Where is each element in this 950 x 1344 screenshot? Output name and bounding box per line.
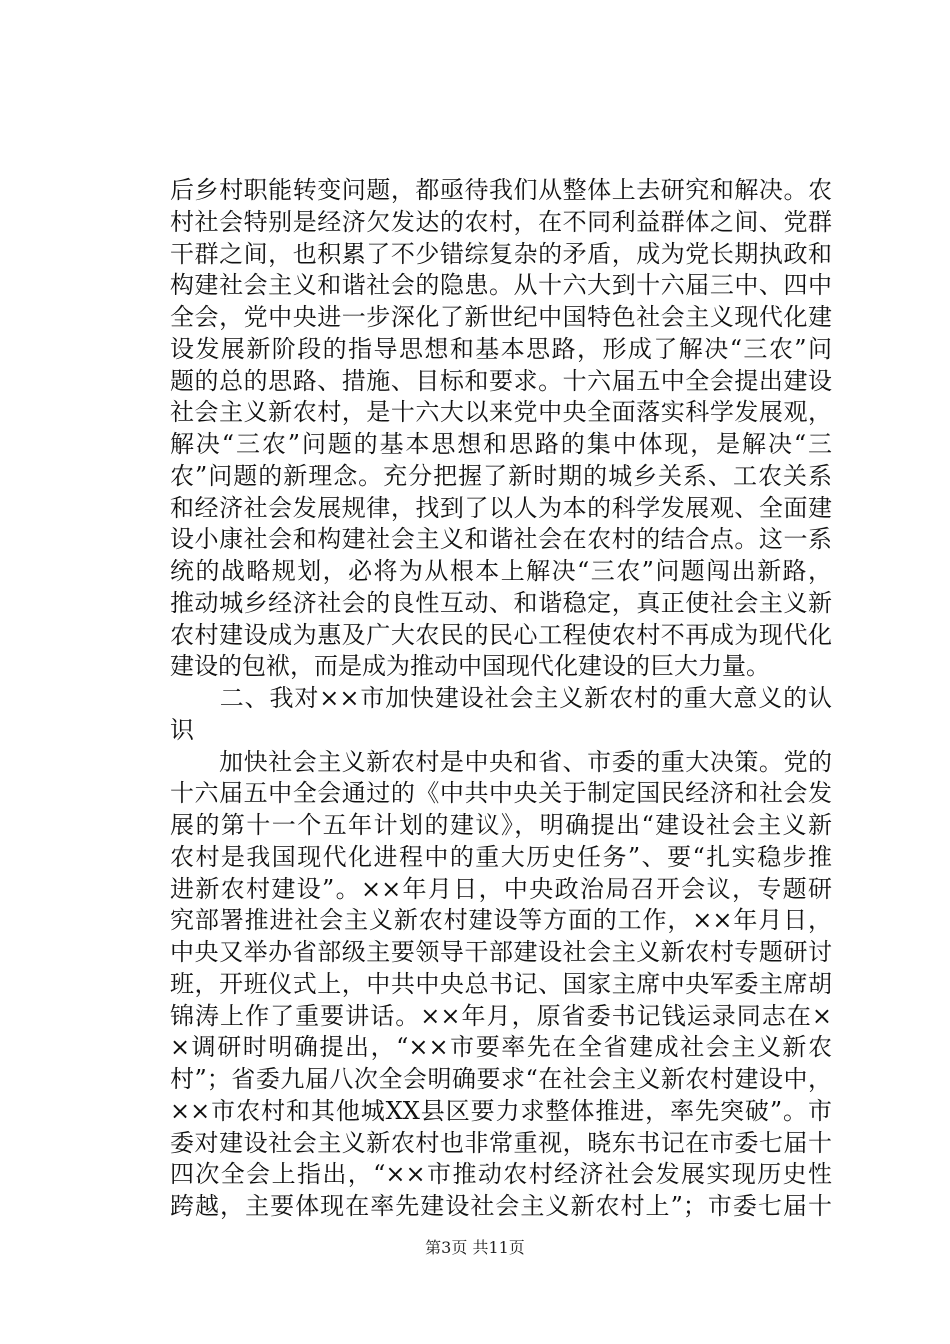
text-line: 解决“三农”问题的基本思想和思路的集中体现，是解决“三 (170, 430, 832, 458)
text-line: 村社会特别是经济欠发达的农村，在不同利益群体之间、党群 (170, 207, 832, 236)
text-line: 统的战略规划，必将为从根本上解决“三农”问题闯出新路， (170, 557, 832, 585)
text-line: 全会，党中央进一步深化了新世纪中国特色社会主义现代化建 (170, 303, 832, 331)
text-line: 设发展新阶段的指导思想和基本思路，形成了解决“三农”问 (170, 334, 832, 363)
text-line: 农村是我国现代化进程中的重大历史任务”、要“扎实稳步推 (170, 842, 832, 871)
text-line: 构建社会主义和谐社会的隐患。从十六大到十六届三中、四中 (170, 271, 832, 300)
section-heading-line: 二、我对××市加快建设社会主义新农村的重大意义的认 (170, 684, 832, 712)
text-line: 四次全会上指出，“××市推动农村经济社会发展实现历史性 (170, 1160, 832, 1189)
section-heading-line: 识 (170, 715, 194, 744)
text-line: 展的第十一个五年计划的建议》，明确提出“建设社会主义新 (170, 811, 832, 839)
text-line: 后乡村职能转变问题，都亟待我们从整体上去研究和解决。农 (170, 176, 832, 204)
text-line: 委对建设社会主义新农村也非常重视，晓东书记在市委七届十 (170, 1128, 832, 1157)
document-body (170, 175, 832, 1223)
text-line: 题的总的思路、措施、目标和要求。十六届五中全会提出建设 (170, 366, 832, 395)
text-line: 跨越，主要体现在率先建设社会主义新农村上”；市委七届十 (170, 1192, 832, 1220)
text-line: 加快社会主义新农村是中央和省、市委的重大决策。党的 (170, 747, 832, 776)
text-line: 设小康社会和构建社会主义和谐社会在农村的结合点。这一系 (170, 525, 832, 554)
text-line: 进新农村建设”。××年月日，中央政治局召开会议，专题研 (170, 874, 832, 903)
text-line: 村”；省委九届八次全会明确要求“在社会主义新农村建设中， (170, 1065, 832, 1093)
text-line: 推动城乡经济社会的良性互动、和谐稳定，真正使社会主义新 (170, 588, 832, 617)
text-line: 和经济社会发展规律，找到了以人为本的科学发展观、全面建 (170, 493, 832, 522)
text-line: 中央又举办省部级主要领导干部建设社会主义新农村专题研讨 (170, 938, 832, 966)
text-line: 干群之间，也积累了不少错综复杂的矛盾，成为党长期执政和 (170, 239, 832, 268)
text-line: 锦涛上作了重要讲话。××年月，原省委书记钱运录同志在× (170, 1001, 832, 1030)
text-line: 农”问题的新理念。充分把握了新时期的城乡关系、工农关系 (170, 461, 832, 490)
text-line: 社会主义新农村，是十六大以来党中央全面落实科学发展观， (170, 398, 832, 427)
text-line: ××市农村和其他城XX县区要力求整体推进，率先突破”。市 (170, 1096, 832, 1125)
text-line: 究部署推进社会主义新农村建设等方面的工作，××年月日， (170, 906, 832, 935)
text-line: 班，开班仪式上，中共中央总书记、国家主席中央军委主席胡 (170, 969, 832, 998)
text-line: 农村建设成为惠及广大农民的民心工程使农村不再成为现代化 (170, 620, 832, 649)
page-number-footer: 第3页 共11页 (425, 1238, 525, 1257)
text-line: 十六届五中全会通过的《中共中央关于制定国民经济和社会发 (170, 779, 832, 808)
text-line: ×调研时明确提出，“××市要率先在全省建成社会主义新农 (170, 1033, 832, 1062)
text-line: 建设的包袱，而是成为推动中国现代化建设的巨大力量。 (170, 652, 770, 681)
